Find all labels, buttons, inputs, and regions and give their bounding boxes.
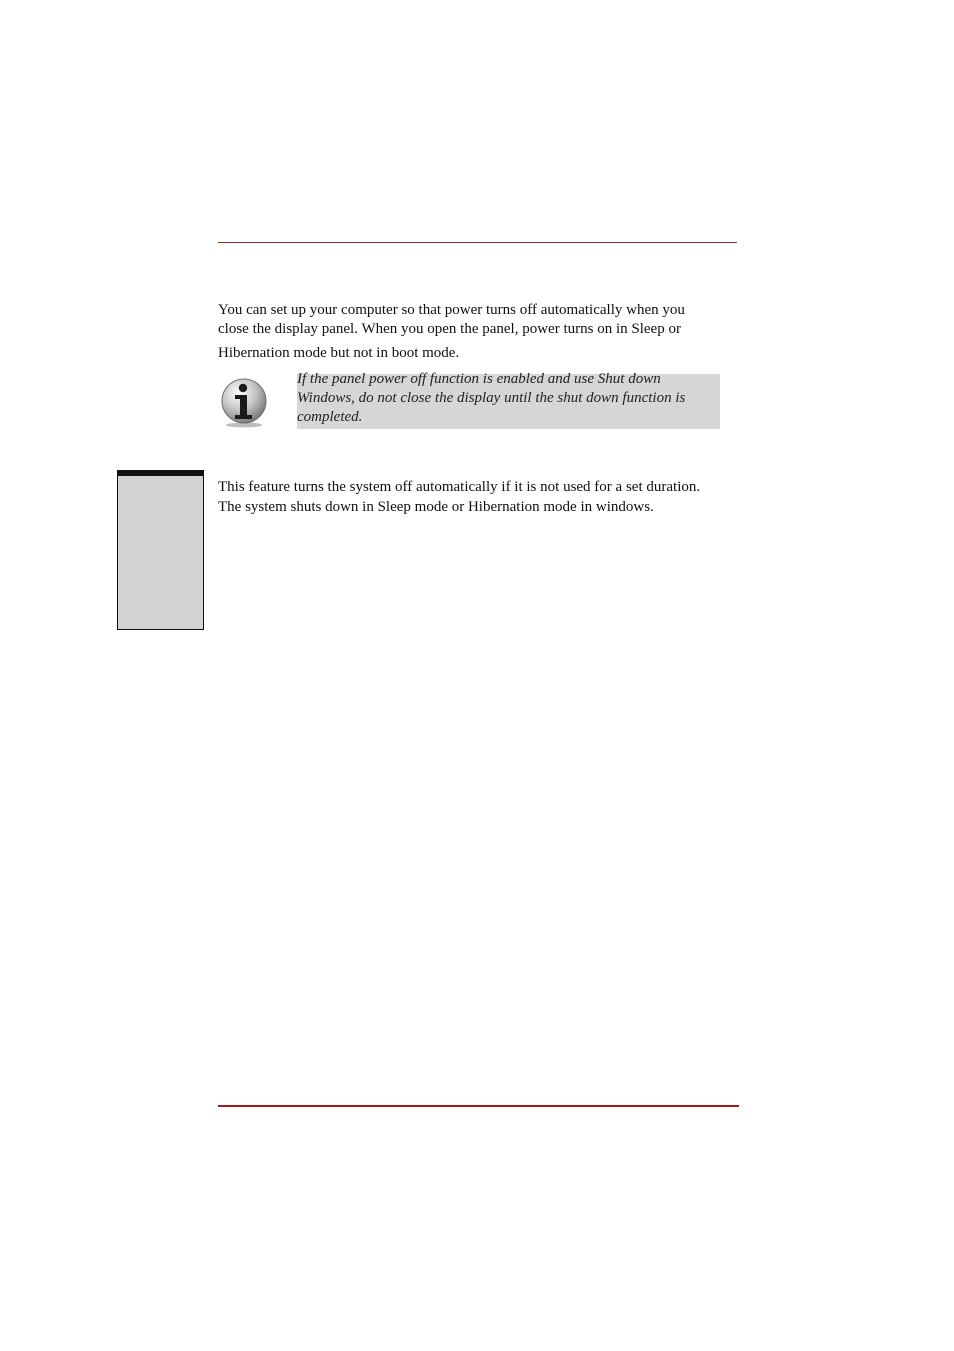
system-auto-off-paragraph (218, 477, 748, 517)
note-line: Windows, do not close the display until the shut down function is (297, 390, 686, 406)
info-icon (220, 376, 268, 428)
paragraph-line: You can set up your computer so that power turns off automatically when you (218, 302, 685, 318)
paragraph-line: The system shuts down in Sleep mode or Hibernation mode in windows. (218, 499, 654, 515)
paragraph-line: close the display panel. When you open the panel, power turns on in Sleep or (218, 321, 681, 337)
side-tab (117, 470, 204, 630)
paragraph-line: This feature turns the system off automatically if it is not used for a set duration. (218, 479, 701, 495)
footer-rule (218, 1105, 739, 1107)
paragraph-line: Hibernation mode but not in boot mode. (218, 345, 460, 361)
header-rule (218, 242, 737, 243)
note-text (297, 370, 720, 427)
note-line: If the panel power off function is enabled and use Shut down (297, 371, 661, 387)
note-line: completed. (297, 409, 363, 425)
panel-power-off-paragraph (218, 301, 738, 363)
